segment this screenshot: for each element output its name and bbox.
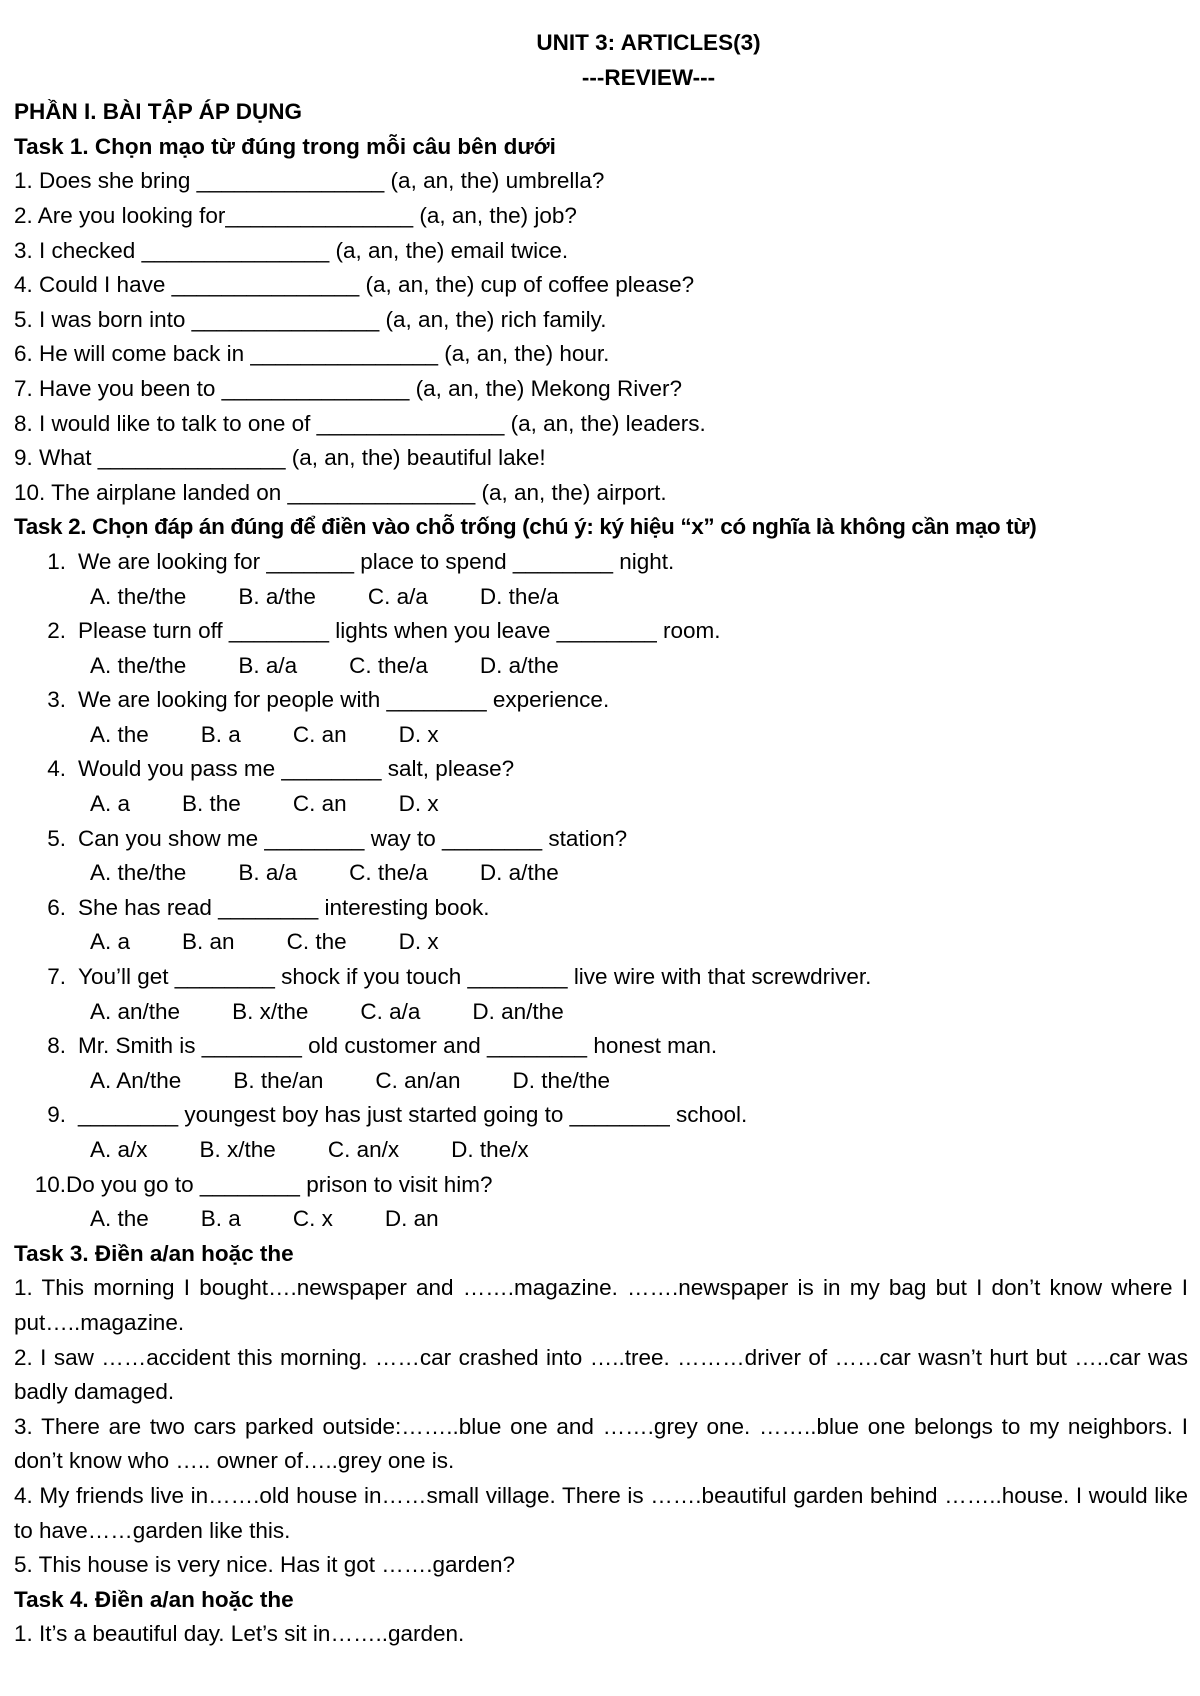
option-a: A. the xyxy=(90,1206,149,1232)
task1-item: 3. I checked _______________ (a, an, the) email twice. xyxy=(14,237,569,263)
page-subtitle: ---REVIEW--- xyxy=(581,64,716,90)
option-d: D. x xyxy=(398,791,439,817)
option-d: D. a/the xyxy=(479,652,559,678)
option-c: C. an xyxy=(292,791,347,817)
task1-heading: Task 1. Chọn mạo từ đúng trong mỗi câu bên dưới xyxy=(14,133,556,159)
question-text: She has read ________ interesting book. xyxy=(78,894,490,920)
option-b: B. the xyxy=(182,791,241,817)
option-d: D. an/the xyxy=(472,998,564,1024)
option-a: A. the/the xyxy=(90,583,187,609)
task1-item: 7. Have you been to _______________ (a, an, the) Mekong River? xyxy=(14,375,682,401)
option-d: D. a/the xyxy=(479,860,559,886)
task3-item: 3. There are two cars parked outside:……..blue one and …….grey one. ……..blue one belongs to my neighbors. I don’t know who ….. owner of…..grey one is. xyxy=(14,1413,1188,1474)
option-b: B. a/the xyxy=(238,583,316,609)
task2-question xyxy=(14,1098,1188,1133)
task3-item: 4. My friends live in…….old house in……small village. There is …….beautiful garden behind ……..house. I would like to have……garden like this. xyxy=(14,1482,1188,1543)
option-b: B. x/the xyxy=(232,998,309,1024)
task1-item: 5. I was born into _______________ (a, an, the) rich family. xyxy=(14,306,607,332)
option-a: A. a xyxy=(90,929,131,955)
question-text: Do you go to ________ prison to visit him? xyxy=(66,1171,493,1197)
task2-question xyxy=(14,891,1188,926)
task4-item: 1. It’s a beautiful day. Let’s sit in……..garden. xyxy=(14,1621,465,1647)
task2-question xyxy=(14,1029,1188,1064)
question-text: Would you pass me ________ salt, please? xyxy=(78,756,515,782)
question-text: Mr. Smith is ________ old customer and ________ honest man. xyxy=(78,1033,718,1059)
option-c: C. the xyxy=(286,929,347,955)
answer-options xyxy=(90,1133,1188,1168)
task1-item: 10. The airplane landed on _______________ (a, an, the) airport. xyxy=(14,479,667,505)
answer-options xyxy=(90,995,1188,1030)
question-text: We are looking for people with ________ experience. xyxy=(78,687,610,713)
option-a: A. An/the xyxy=(90,1067,182,1093)
option-a: A. a xyxy=(90,791,131,817)
option-c: C. the/a xyxy=(349,652,428,678)
option-b: B. an xyxy=(182,929,235,955)
task1-item: 8. I would like to talk to one of _______________ (a, an, the) leaders. xyxy=(14,410,706,436)
task1-item: 1. Does she bring _______________ (a, an, the) umbrella? xyxy=(14,168,605,194)
task3-heading: Task 3. Điền a/an hoặc the xyxy=(14,1240,294,1266)
question-text: We are looking for _______ place to spend ________ night. xyxy=(78,548,675,574)
question-number: 8. xyxy=(47,1033,66,1059)
task4-heading: Task 4. Điền a/an hoặc the xyxy=(14,1586,294,1612)
option-d: D. the/the xyxy=(512,1067,611,1093)
option-b: B. a xyxy=(200,1206,241,1232)
option-c: C. a/a xyxy=(360,998,421,1024)
option-c: C. the/a xyxy=(349,860,428,886)
answer-options xyxy=(90,718,1188,753)
question-number: 4. xyxy=(47,756,66,782)
question-number: 9. xyxy=(47,1102,66,1128)
option-c: C. an/an xyxy=(375,1067,461,1093)
task3-item: 5. This house is very nice. Has it got …….garden? xyxy=(14,1552,516,1578)
question-number: 2. xyxy=(47,618,66,644)
answer-options xyxy=(90,856,1188,891)
option-c: C. an/x xyxy=(327,1137,400,1162)
answer-options xyxy=(90,580,1188,615)
option-b: B. a xyxy=(200,721,241,747)
question-number: 6. xyxy=(47,894,66,920)
option-a: A. an/the xyxy=(90,998,181,1024)
question-number: 7. xyxy=(47,964,66,990)
task2-question xyxy=(14,545,1188,580)
task1-item: 6. He will come back in _______________ (a, an, the) hour. xyxy=(14,341,610,367)
option-d: D. the/a xyxy=(479,583,559,609)
answer-options xyxy=(90,787,1188,822)
task2-heading: Task 2. Chọn đáp án đúng để điền vào chỗ trống (chú ý: ký hiệu “x” có nghĩa là không cần mạo từ) xyxy=(14,514,1037,540)
option-b: B. a/a xyxy=(238,652,298,678)
option-d: D. the/x xyxy=(451,1137,529,1162)
option-d: D. x xyxy=(398,929,439,955)
task1-item: 4. Could I have _______________ (a, an, the) cup of coffee please? xyxy=(14,272,695,298)
task2-question xyxy=(14,683,1188,718)
part-heading: PHẦN I. BÀI TẬP ÁP DỤNG xyxy=(14,99,302,125)
task1-item: 2. Are you looking for_______________ (a, an, the) job? xyxy=(14,202,577,228)
task2-question xyxy=(14,614,1188,649)
answer-options xyxy=(90,1064,1188,1099)
task2-question xyxy=(14,822,1188,857)
task1-item: 9. What _______________ (a, an, the) beautiful lake! xyxy=(14,445,546,471)
task2-question xyxy=(14,752,1188,787)
option-b: B. x/the xyxy=(199,1137,276,1162)
option-b: B. the/an xyxy=(233,1067,324,1093)
question-text: Please turn off ________ lights when you leave ________ room. xyxy=(78,618,721,644)
task3-item: 2. I saw ……accident this morning. ……car crashed into …..tree. ………driver of ……car wasn’t hurt but …..car was badly damaged. xyxy=(14,1344,1188,1405)
option-a: A. the/the xyxy=(90,860,187,886)
option-a: A. the/the xyxy=(90,652,187,678)
question-number: 10. xyxy=(34,1171,66,1197)
question-number: 1. xyxy=(47,548,66,574)
question-text: ________ youngest boy has just started going to ________ school. xyxy=(78,1102,748,1128)
answer-options xyxy=(90,649,1188,684)
option-c: C. x xyxy=(292,1206,333,1232)
answer-options xyxy=(90,925,1188,960)
option-a: A. a/x xyxy=(90,1137,148,1162)
task3-item: 1. This morning I bought….newspaper and …….magazine. …….newspaper is in my bag but I don’t know where I put…..magazine. xyxy=(14,1275,1188,1335)
option-d: D. an xyxy=(384,1206,439,1232)
answer-options xyxy=(90,1202,1188,1237)
question-number: 3. xyxy=(47,687,66,713)
question-text: Can you show me ________ way to ________ station? xyxy=(78,825,628,851)
option-a: A. the xyxy=(90,721,149,747)
question-text: You’ll get ________ shock if you touch ________ live wire with that screwdriver. xyxy=(78,964,872,990)
question-number: 5. xyxy=(47,825,66,851)
task2-question xyxy=(14,960,1188,995)
option-c: C. an xyxy=(292,721,347,747)
option-d: D. x xyxy=(398,721,439,747)
page-title: UNIT 3: ARTICLES(3) xyxy=(536,30,761,55)
option-b: B. a/a xyxy=(238,860,298,886)
option-c: C. a/a xyxy=(367,583,428,609)
task2-question xyxy=(14,1168,1188,1203)
